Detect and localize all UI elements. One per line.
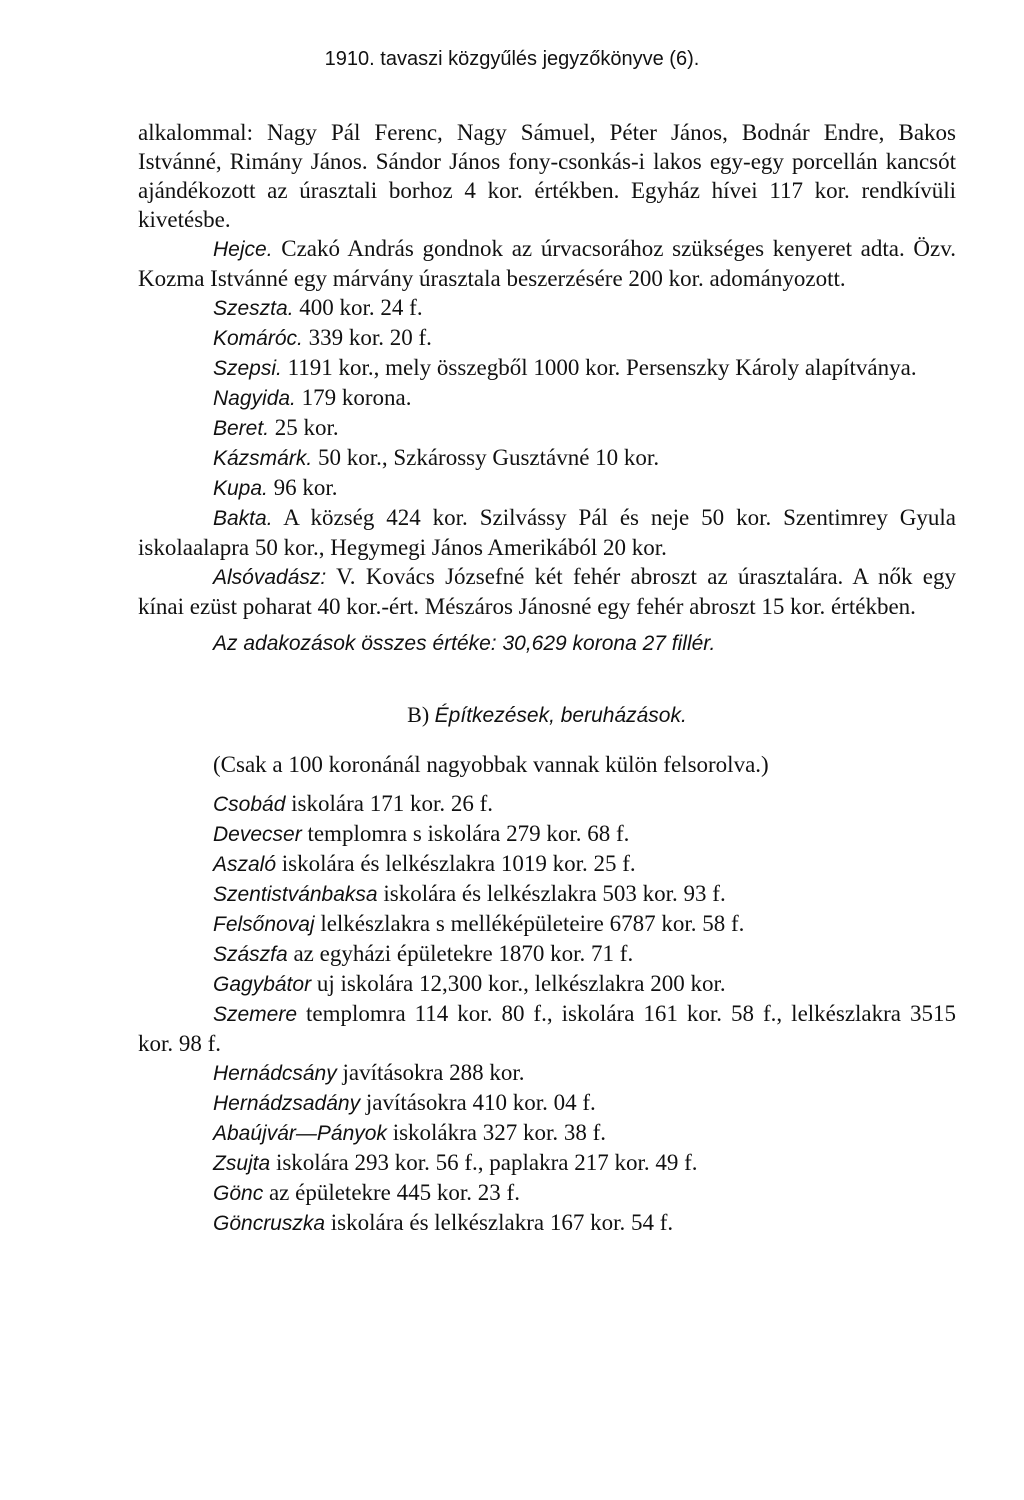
- place-name: Göncruszka: [213, 1212, 326, 1235]
- entry-text: 1191 kor., mely összegből 1000 kor. Persenszky Károly alapítványa.: [281, 355, 917, 380]
- project-entry: [138, 879, 956, 909]
- place-name: Gagybátor: [213, 973, 312, 996]
- donation-entry: [138, 353, 956, 383]
- entry-text: iskolára és lelkészlakra 503 kor. 93 f.: [377, 881, 726, 906]
- donation-entry: [138, 323, 956, 353]
- project-entry: [138, 969, 956, 999]
- place-name: Beret.: [213, 417, 270, 440]
- project-entry: [138, 819, 956, 849]
- place-name: Szászfa: [213, 943, 288, 966]
- entry-text: templomra s iskolára 279 kor. 68 f.: [301, 821, 630, 846]
- entry-text: iskolára és lelkészlakra 1019 kor. 25 f.: [276, 851, 636, 876]
- section-b-title: Építkezések, beruházások.: [434, 704, 687, 727]
- section-b-note: (Csak a 100 koronánál nagyobbak vannak külön felsorolva.): [213, 752, 769, 777]
- entry-text: 96 kor.: [267, 475, 338, 500]
- entry-text: Czakó András gondnok az úrvacsorához szükséges kenyeret adta. Özv. Kozma Istvánné egy márvány úrasztala beszerzésére 200 kor. adományozott.: [138, 236, 956, 291]
- entry-text: az egyházi épületekre 1870 kor. 71 f.: [287, 941, 634, 966]
- place-name: Abaújvár—Pányok: [213, 1122, 387, 1145]
- donation-entry: [138, 562, 956, 621]
- place-name: Hernádcsány: [213, 1062, 337, 1085]
- donation-entry: [138, 383, 956, 413]
- project-entry: [138, 1148, 956, 1178]
- project-entry: [138, 1208, 956, 1238]
- entry-text: javításokra 288 kor.: [336, 1060, 525, 1085]
- entry-text: uj iskolára 12,300 kor., lelkészlakra 200 kor.: [311, 971, 726, 996]
- donation-entry: [138, 443, 956, 473]
- entry-text: 50 kor., Szkárossy Gusztávné 10 kor.: [312, 445, 660, 470]
- place-name: Bakta.: [213, 507, 273, 530]
- entry-text: lelkészlakra s melléképületeire 6787 kor. 58 f.: [314, 911, 745, 936]
- project-entry: [138, 909, 956, 939]
- entry-text: V. Kovács Józsefné két fehér abroszt az úrasztalára. A nők egy kínai ezüst poharat 40 kor.-ért. Mészáros Jánosné egy fehér abroszt 15 kor. értékben.: [138, 564, 956, 619]
- intro-paragraph: alkalommal: Nagy Pál Ferenc, Nagy Sámuel, Péter János, Bodnár Endre, Bakos Istvánné, Rimány János. Sándor János fony-csonkás-i lakos egy-egy porcellán kancsót ajándékozott az úrasztali borhoz 4 kor. értékben. Egyház hívei 117 kor. rendkívüli kivetésbe.: [138, 120, 956, 232]
- project-entry: [138, 789, 956, 819]
- place-name: Felsőnovaj: [213, 913, 315, 936]
- project-entry: [138, 999, 956, 1058]
- place-name: Nagyida.: [213, 387, 296, 410]
- project-entry: [138, 939, 956, 969]
- place-name: Alsóvadász:: [213, 566, 327, 589]
- donation-entry: [138, 293, 956, 323]
- donation-entry: [138, 413, 956, 443]
- entry-text: javításokra 410 kor. 04 f.: [360, 1090, 596, 1115]
- place-name: Kázsmárk.: [213, 447, 313, 470]
- entry-text: az épületekre 445 kor. 23 f.: [263, 1180, 520, 1205]
- entry-text: iskolára és lelkészlakra 167 kor. 54 f.: [325, 1210, 674, 1235]
- entry-text: iskolára 293 kor. 56 f., paplakra 217 kor. 49 f.: [270, 1150, 698, 1175]
- entry-text: A község 424 kor. Szilvássy Pál és neje 50 kor. Szentimrey Gyula iskolaalapra 50 kor., Hegymegi János Amerikából 20 kor.: [138, 505, 956, 560]
- place-name: Aszaló: [213, 853, 277, 876]
- place-name: Devecser: [213, 823, 302, 846]
- donation-entry: [138, 234, 956, 293]
- donation-entry: [138, 503, 956, 562]
- entry-text: iskolákra 327 kor. 38 f.: [386, 1120, 607, 1145]
- entry-text: 25 kor.: [269, 415, 339, 440]
- project-entry: [138, 1058, 956, 1088]
- entry-text: iskolára 171 kor. 26 f.: [285, 791, 493, 816]
- entry-text: 179 korona.: [295, 385, 412, 410]
- place-name: Hernádzsadány: [213, 1092, 361, 1115]
- place-name: Gönc: [213, 1182, 264, 1205]
- entry-text: templomra 114 kor. 80 f., iskolára 161 kor. 58 f., lelkészlakra 3515 kor. 98 f.: [138, 1001, 956, 1056]
- donation-entry: [138, 473, 956, 503]
- place-name: Kupa.: [213, 477, 268, 500]
- project-entry: [138, 849, 956, 879]
- project-entry: [138, 1088, 956, 1118]
- place-name: Szemere: [213, 1003, 298, 1026]
- place-name: Szeszta.: [213, 297, 294, 320]
- place-name: Szepsi.: [213, 357, 282, 380]
- project-entries: [138, 789, 956, 1238]
- place-name: Zsujta: [213, 1152, 271, 1175]
- entry-text: 400 kor. 24 f.: [293, 295, 423, 320]
- project-entry: [138, 1178, 956, 1208]
- document-body: [138, 118, 956, 1238]
- donation-entries: [138, 234, 956, 621]
- section-b-heading: [138, 700, 956, 730]
- entry-text: 339 kor. 20 f.: [302, 325, 432, 350]
- place-name: Hejce.: [213, 238, 273, 261]
- project-entry: [138, 1118, 956, 1148]
- page-header: 1910. tavaszi közgyűlés jegyzőkönyve (6).: [324, 48, 700, 70]
- donations-total: Az adakozások összes értéke: 30,629 korona 27 fillér.: [213, 632, 716, 655]
- place-name: Szentistvánbaksa: [213, 883, 378, 906]
- place-name: Komáróc.: [213, 327, 303, 350]
- place-name: Csobád: [213, 793, 286, 816]
- section-b-letter: B): [407, 702, 430, 727]
